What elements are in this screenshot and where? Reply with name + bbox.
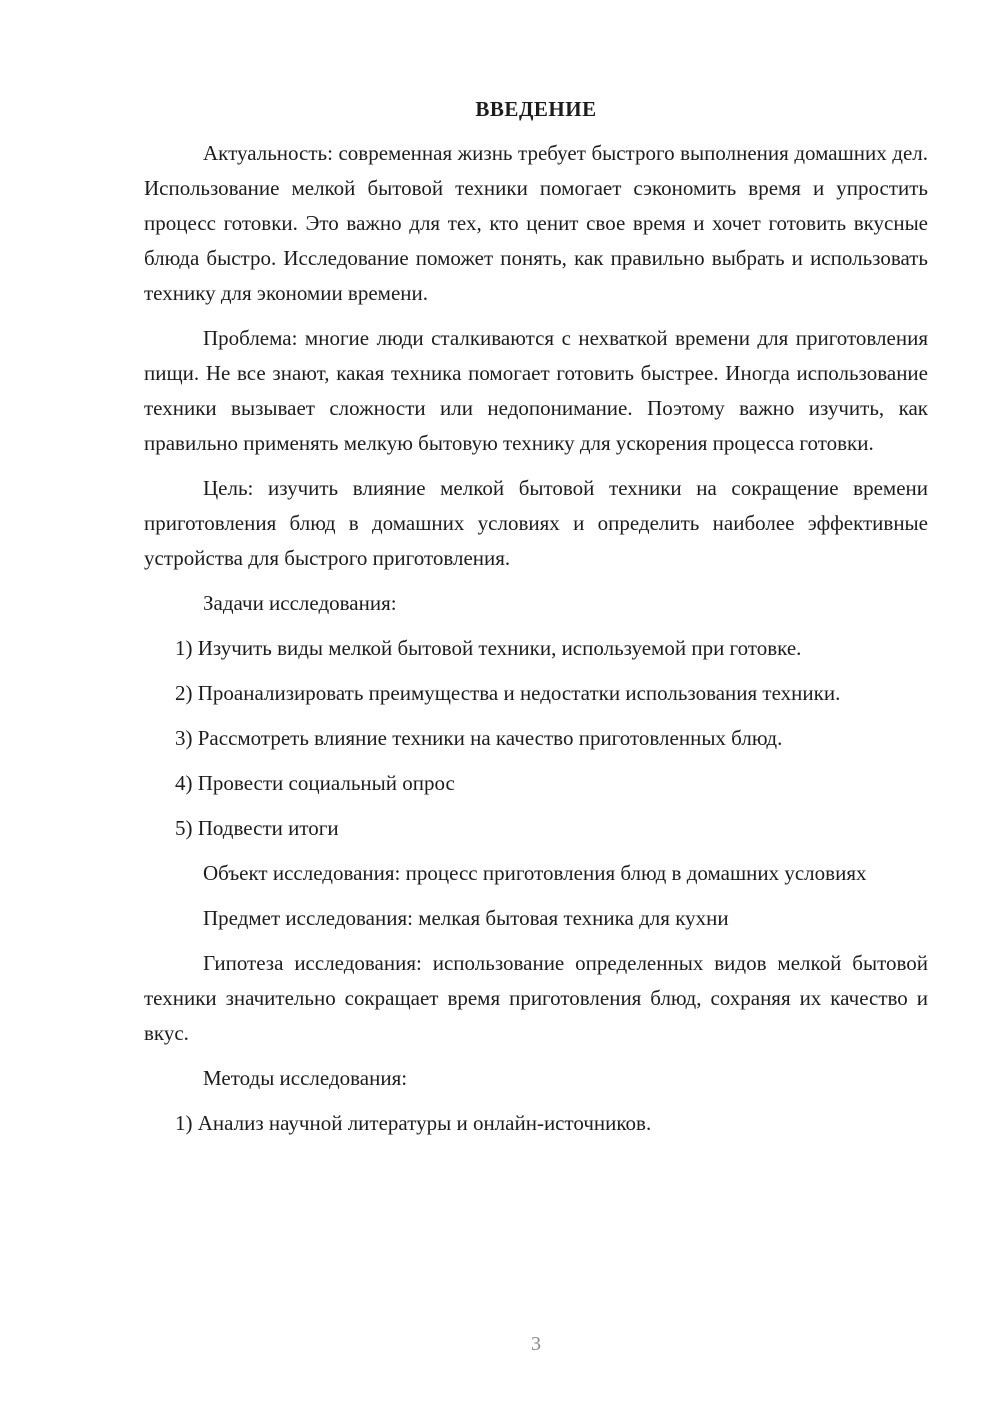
task-item-5: 5) Подвести итоги bbox=[175, 816, 339, 840]
object-paragraph: Объект исследования: процесс приготовления блюд в домашних условиях bbox=[203, 861, 867, 885]
task-item-1: 1) Изучить виды мелкой бытовой техники, используемой при готовке. bbox=[175, 636, 802, 660]
method-item-1: 1) Анализ научной литературы и онлайн-источников. bbox=[175, 1111, 652, 1135]
relevance-paragraph: Актуальность: современная жизнь требует быстрого выполнения домашних дел. Использование мелкой бытовой техники помогает сэкономить время и упростить процесс готовки. Это важно для тех, кто ценит свое время и хочет готовить вкусные блюда быстро. Исследование поможет понять, как правильно выбрать и использовать технику для экономии времени. bbox=[144, 141, 928, 305]
tasks-heading: Задачи исследования: bbox=[203, 591, 397, 615]
task-item-2: 2) Проанализировать преимущества и недостатки использования техники. bbox=[175, 681, 841, 705]
subject-paragraph: Предмет исследования: мелкая бытовая техника для кухни bbox=[203, 906, 729, 930]
hypothesis-paragraph: Гипотеза исследования: использование определенных видов мелкой бытовой техники значительно сокращает время приготовления блюд, сохраняя их качество и вкус. bbox=[144, 951, 928, 1045]
goal-paragraph: Цель: изучить влияние мелкой бытовой техники на сокращение времени приготовления блюд в домашних условиях и определить наиболее эффективные устройства для быстрого приготовления. bbox=[144, 476, 928, 570]
section-title: ВВЕДЕНИЕ bbox=[475, 97, 597, 121]
methods-heading: Методы исследования: bbox=[203, 1066, 408, 1090]
document-page bbox=[144, 92, 928, 1151]
task-item-4: 4) Провести социальный опрос bbox=[175, 771, 455, 795]
page-number: 3 bbox=[531, 1333, 541, 1355]
task-item-3: 3) Рассмотреть влияние техники на качество приготовленных блюд. bbox=[175, 726, 783, 750]
problem-paragraph: Проблема: многие люди сталкиваются с нехваткой времени для приготовления пищи. Не все знают, какая техника помогает готовить быстрее. Иногда использование техники вызывает сложности или недопонимание. Поэтому важно изучить, как правильно применять мелкую бытовую технику для ускорения процесса готовки. bbox=[144, 326, 928, 455]
